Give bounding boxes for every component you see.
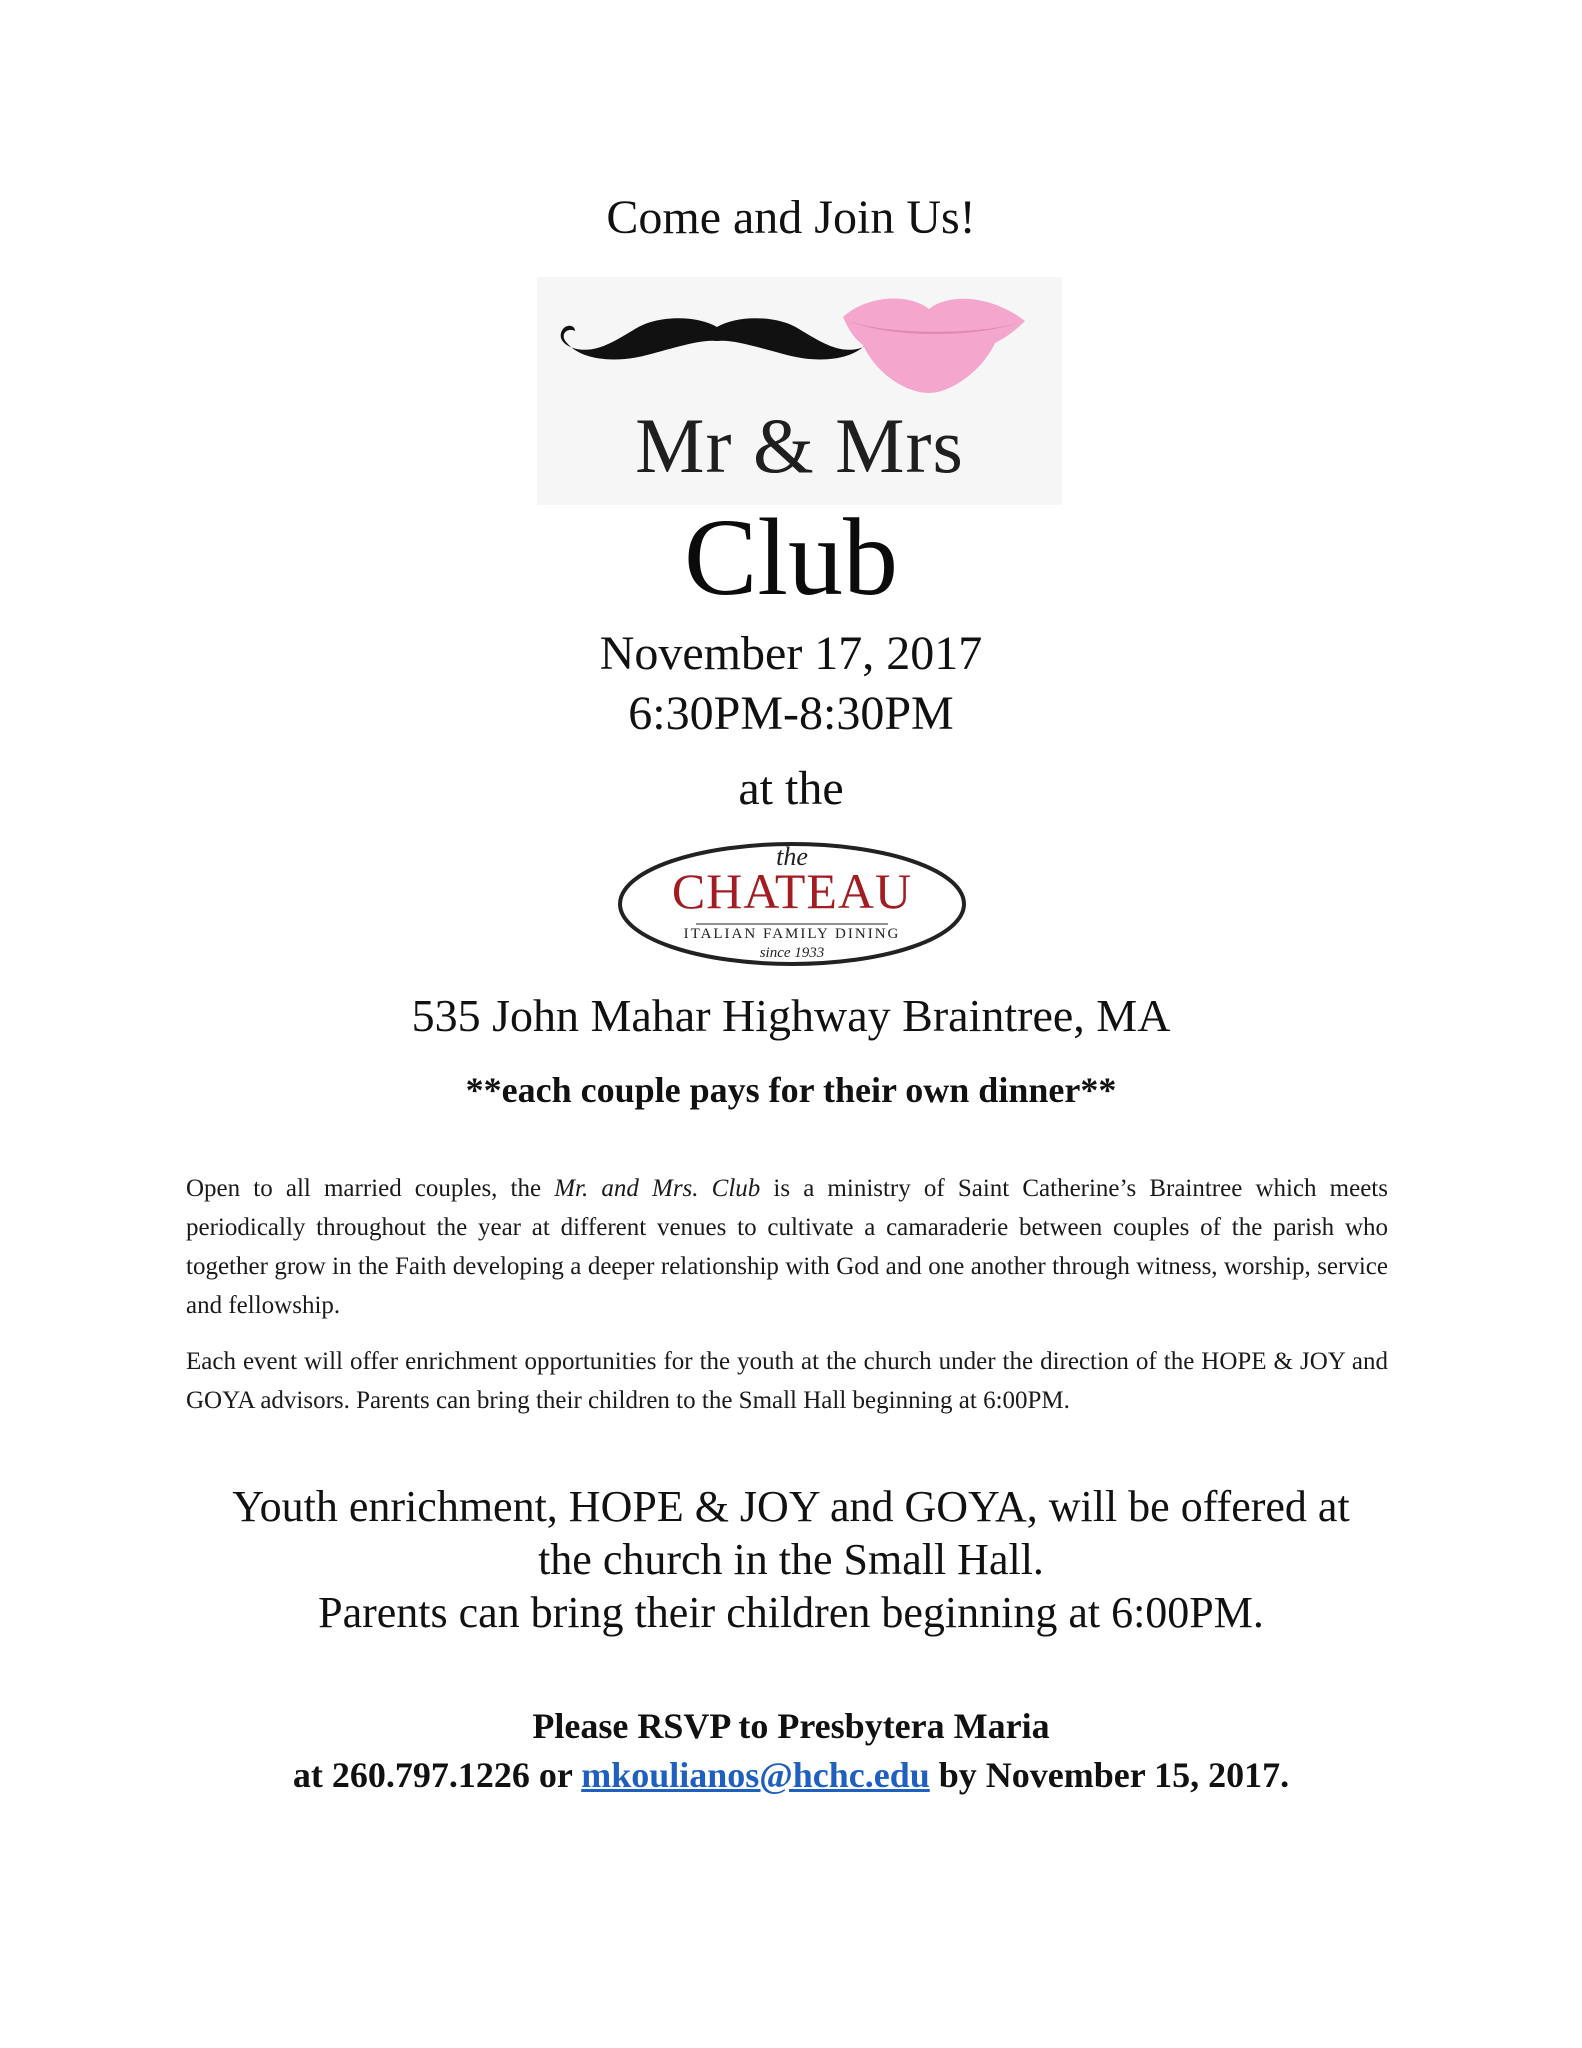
youth-line-2: the church in the Small Hall. — [538, 1535, 1044, 1584]
club-heading: Club — [684, 496, 898, 618]
chateau-name: CHATEAU — [671, 863, 913, 919]
event-time: 6:30PM-8:30PM — [628, 687, 954, 740]
rsvp-line-2 — [0, 1752, 1582, 1798]
chateau-subtitle: ITALIAN FAMILY DINING — [683, 926, 901, 942]
rsvp-email-link[interactable]: mkoulianos@hchc.edu — [581, 1755, 930, 1795]
rsvp-line-1: Please RSVP to Presbytera Maria — [532, 1706, 1050, 1746]
youth-line-1: Youth enrichment, HOPE & JOY and GOYA, will be offered at — [232, 1482, 1350, 1531]
youth-line-3: Parents can bring their children beginning at 6:00PM. — [318, 1588, 1264, 1637]
description-paragraph-2: Each event will offer enrichment opportunities for the youth at the church under the direction of the HOPE & JOY and GOYA advisors. Parents can bring their children to the Small Hall beginning at 6:00PM. — [186, 1348, 1388, 1414]
lips-icon — [843, 299, 1025, 393]
at-the-label: at the — [738, 762, 844, 815]
club-name-italic: Mr. and Mrs. Club — [554, 1175, 761, 1202]
rsvp-deadline-text: by November 15, 2017. — [929, 1755, 1290, 1795]
description-paragraph-1 — [186, 1169, 1388, 1325]
logo-title: Mr & Mrs — [635, 402, 964, 489]
mr-mrs-logo — [537, 277, 1062, 505]
rsvp-phone-text: at 260.797.1226 or — [292, 1755, 582, 1795]
mustache-icon — [561, 318, 874, 359]
description-rest: is a ministry of Saint Catherine’s Braintree which meets periodically throughout the year at different venues to cultivate a camaraderie between couples of the parish who together grow in the Faith developing a deeper relationship with God and one another through witness, worship, service and fellowship. — [186, 1175, 1388, 1319]
event-date: November 17, 2017 — [599, 627, 983, 680]
description-intro: Open to all married couples, the — [186, 1175, 555, 1202]
venue-address: 535 John Mahar Highway Braintree, MA — [411, 990, 1171, 1041]
chateau-logo — [616, 838, 968, 968]
chateau-since: since 1933 — [759, 945, 825, 961]
payment-note: **each couple pays for their own dinner** — [465, 1070, 1117, 1110]
chateau-the-text: the — [776, 842, 808, 871]
invite-heading: Come and Join Us! — [606, 191, 976, 244]
